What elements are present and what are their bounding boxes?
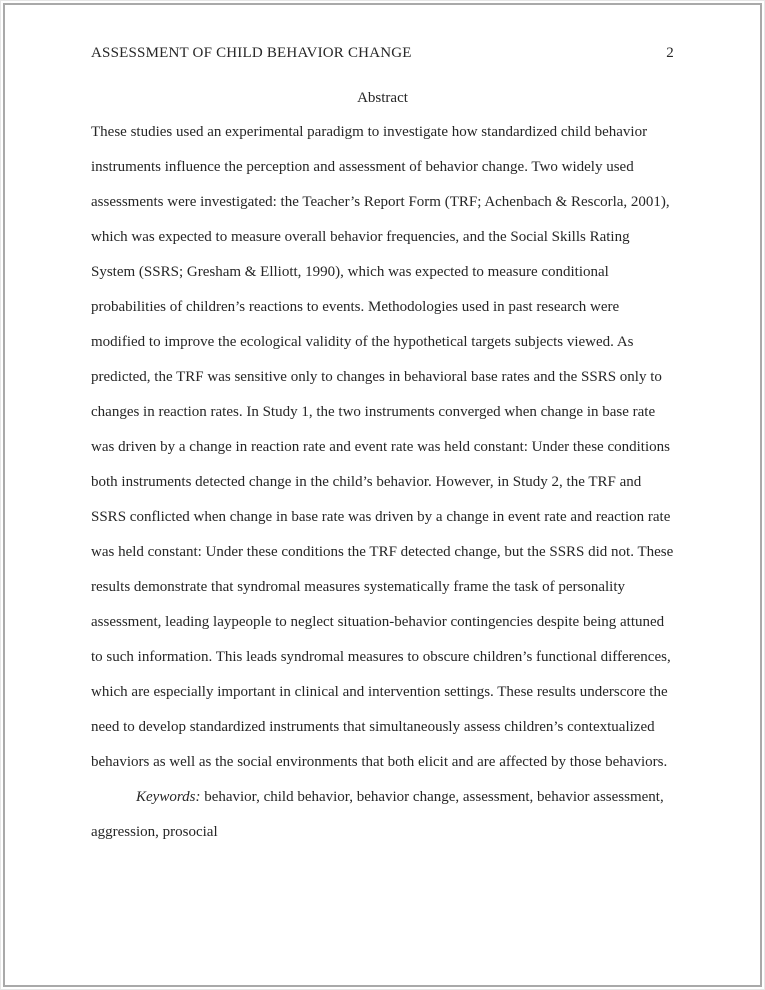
keywords-text: behavior, child behavior, behavior change, assessment, behavior assessment, [200, 789, 664, 805]
abstract-line: modified to improve the ecological validity of the hypothetical targets subjects viewed. As [91, 334, 634, 350]
keywords-label: Keywords: [136, 789, 201, 805]
abstract-line: assessment, leading laypeople to neglect situation-behavior contingencies despite being attuned [91, 614, 665, 630]
abstract-line: both instruments detected change in the child’s behavior. However, in Study 2, the TRF and [91, 474, 642, 490]
abstract-line: results demonstrate that syndromal measures systematically frame the task of personality [91, 579, 626, 595]
page-header [91, 45, 674, 62]
abstract-line: assessments were investigated: the Teacher’s Report Form (TRF; Achenbach & Rescorla, 2001), [91, 194, 670, 210]
abstract-line: probabilities of children’s reactions to events. Methodologies used in past research were [91, 299, 620, 315]
abstract-line: behaviors as well as the social environments that both elicit and are affected by those behaviors. [91, 754, 668, 770]
abstract-body [91, 115, 704, 850]
running-head: ASSESSMENT OF CHILD BEHAVIOR CHANGE [91, 45, 412, 61]
abstract-line: System (SSRS; Gresham & Elliott, 1990), which was expected to measure conditional [91, 264, 609, 280]
abstract-heading: Abstract [357, 90, 408, 106]
abstract-line: to such information. This leads syndromal measures to obscure children’s functional differences, [91, 649, 671, 665]
keywords-continuation: aggression, prosocial [91, 824, 218, 840]
abstract-line: was held constant: Under these conditions the TRF detected change, but the SSRS did not. These [91, 544, 674, 560]
keywords-line [91, 780, 704, 815]
abstract-line: instruments influence the perception and assessment of behavior change. Two widely used [91, 159, 634, 175]
abstract-line: These studies used an experimental paradigm to investigate how standardized child behavior [91, 124, 648, 140]
abstract-line: predicted, the TRF was sensitive only to changes in behavioral base rates and the SSRS only to [91, 369, 662, 385]
abstract-line: changes in reaction rates. In Study 1, the two instruments converged when change in base rate [91, 404, 656, 420]
page-number: 2 [666, 45, 674, 61]
abstract-line: need to develop standardized instruments that simultaneously assess children’s contextualized [91, 719, 655, 735]
abstract-line: was driven by a change in reaction rate and event rate was held constant: Under these conditions [91, 439, 670, 455]
abstract-line: which was expected to measure overall behavior frequencies, and the Social Skills Rating [91, 229, 630, 245]
abstract-line: SSRS conflicted when change in base rate was driven by a change in event rate and reaction rate [91, 509, 671, 525]
abstract-line: which are especially important in clinical and intervention settings. These results underscore the [91, 684, 668, 700]
